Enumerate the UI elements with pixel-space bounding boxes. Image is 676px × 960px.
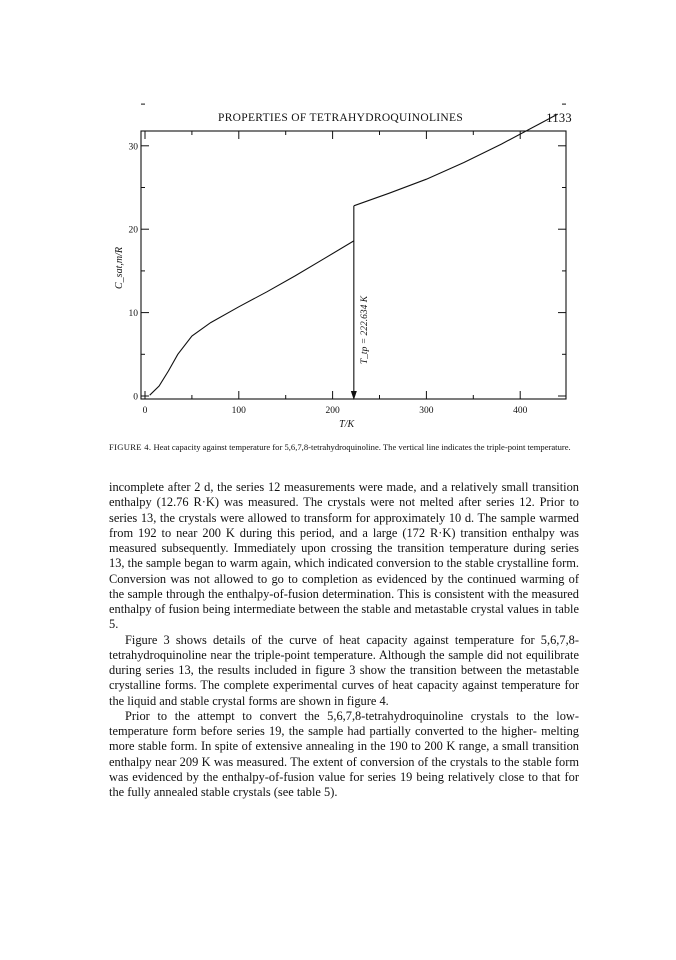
text-line: Figure 3 shows details of the curve of heat capacity against temperature for 5,6,7,8- [125,632,579,647]
text-line: Prior to the attempt to convert the 5,6,7,8-tetrahydroquinoline crystals to the low- [125,708,579,723]
y-tick-label: 10 [128,309,138,320]
text-line: enthalpy of fusion being intermediate between the stable and metastable crystal [109,602,504,616]
paragraph-2 [109,633,579,709]
text-line: between the metastable crystalline forms. The complete experimental curves of heat [109,663,579,693]
x-tick-label: 400 [513,406,528,416]
text-line: crossing the transition temperature during series 13, the sample began to warm [109,541,579,571]
x-tick-label: 0 [142,406,148,416]
text-line: equilibrate during series 13, the results included in figure 3 show the transition [109,647,579,677]
heat-capacity-chart [0,0,676,470]
x-axis-label: T/K [339,419,355,430]
text-line: again, which indicated conversion to the stable crystalline form. Conversion was not [109,556,579,586]
x-tick-label: 100 [231,406,246,416]
text-line: small transition enthalpy near 209 K was measured. The extent of conversion of the [109,739,580,769]
paragraph-3 [109,709,579,801]
text-line: series 12. Prior to series 13, the crystals were allowed to transform for approximately [109,495,579,525]
y-tick-label: 0 [133,392,138,403]
series-line-1 [150,241,354,395]
text-line: (172 R·K) transition enthalpy was measured subsequently. Immediately upon [109,525,579,555]
figure-caption [109,442,579,453]
body-text [109,480,579,800]
text-line: allowed to go to completion as evidenced by the continued warming of the sample [109,571,579,601]
paragraph-1 [109,480,579,633]
axis-tick-labels [129,142,528,416]
text-line: temperature form before series 19, the sample had partially converted to the higher- [109,724,537,738]
y-tick-label: 20 [128,225,138,236]
x-tick-label: 300 [419,406,434,416]
running-title: PROPERTIES OF TETRAHYDROQUINOLINES [218,112,464,124]
text-line: transition enthalpy (12.76 R·K) was measured. The crystals were not melted after [109,480,579,510]
triple-point-marker [351,206,357,400]
y-axis-label: C_sat,m/R [114,247,125,289]
triple-point-annotation: T_tp = 222.634 K [359,295,370,365]
text-line: 10 d. The sample warmed from 192 to near 200 K during this period, and a large [109,510,579,540]
caption-label: FIGURE 4. [109,442,152,452]
text-line: crystals to the stable form was evidenced by the enthalpy-of-fusion value for series 19 [109,754,579,784]
text-line: tetrahydroquinoline near the triple-point temperature. Although the sample did not [109,647,523,662]
text-line: melting more stable form. In spite of extensive annealing in the 190 to 200 K range, a [109,724,579,754]
text-line: being relatively close to that for the fully annealed stable crystals (see table 5). [109,769,579,799]
text-line: incomplete after 2 d, the series 12 measurements were made, and a relatively small [109,480,529,494]
page-number: 1133 [546,111,572,125]
text-line: figure 4. [346,693,389,708]
series-line-2 [354,114,558,206]
text-line: capacity against temperature for the liquid and stable crystal forms are shown in [109,678,579,708]
text-line: through the enthalpy-of-fusion determination. This is consistent with the measured [166,586,579,601]
caption-text: Heat capacity against temperature for 5,6,7,8-tetrahydroquinoline. The vertical line indicates the triple-point temperature. [153,442,571,452]
text-line: values in table 5. [109,602,579,632]
y-tick-label: 30 [128,142,138,153]
x-tick-label: 200 [325,406,340,416]
